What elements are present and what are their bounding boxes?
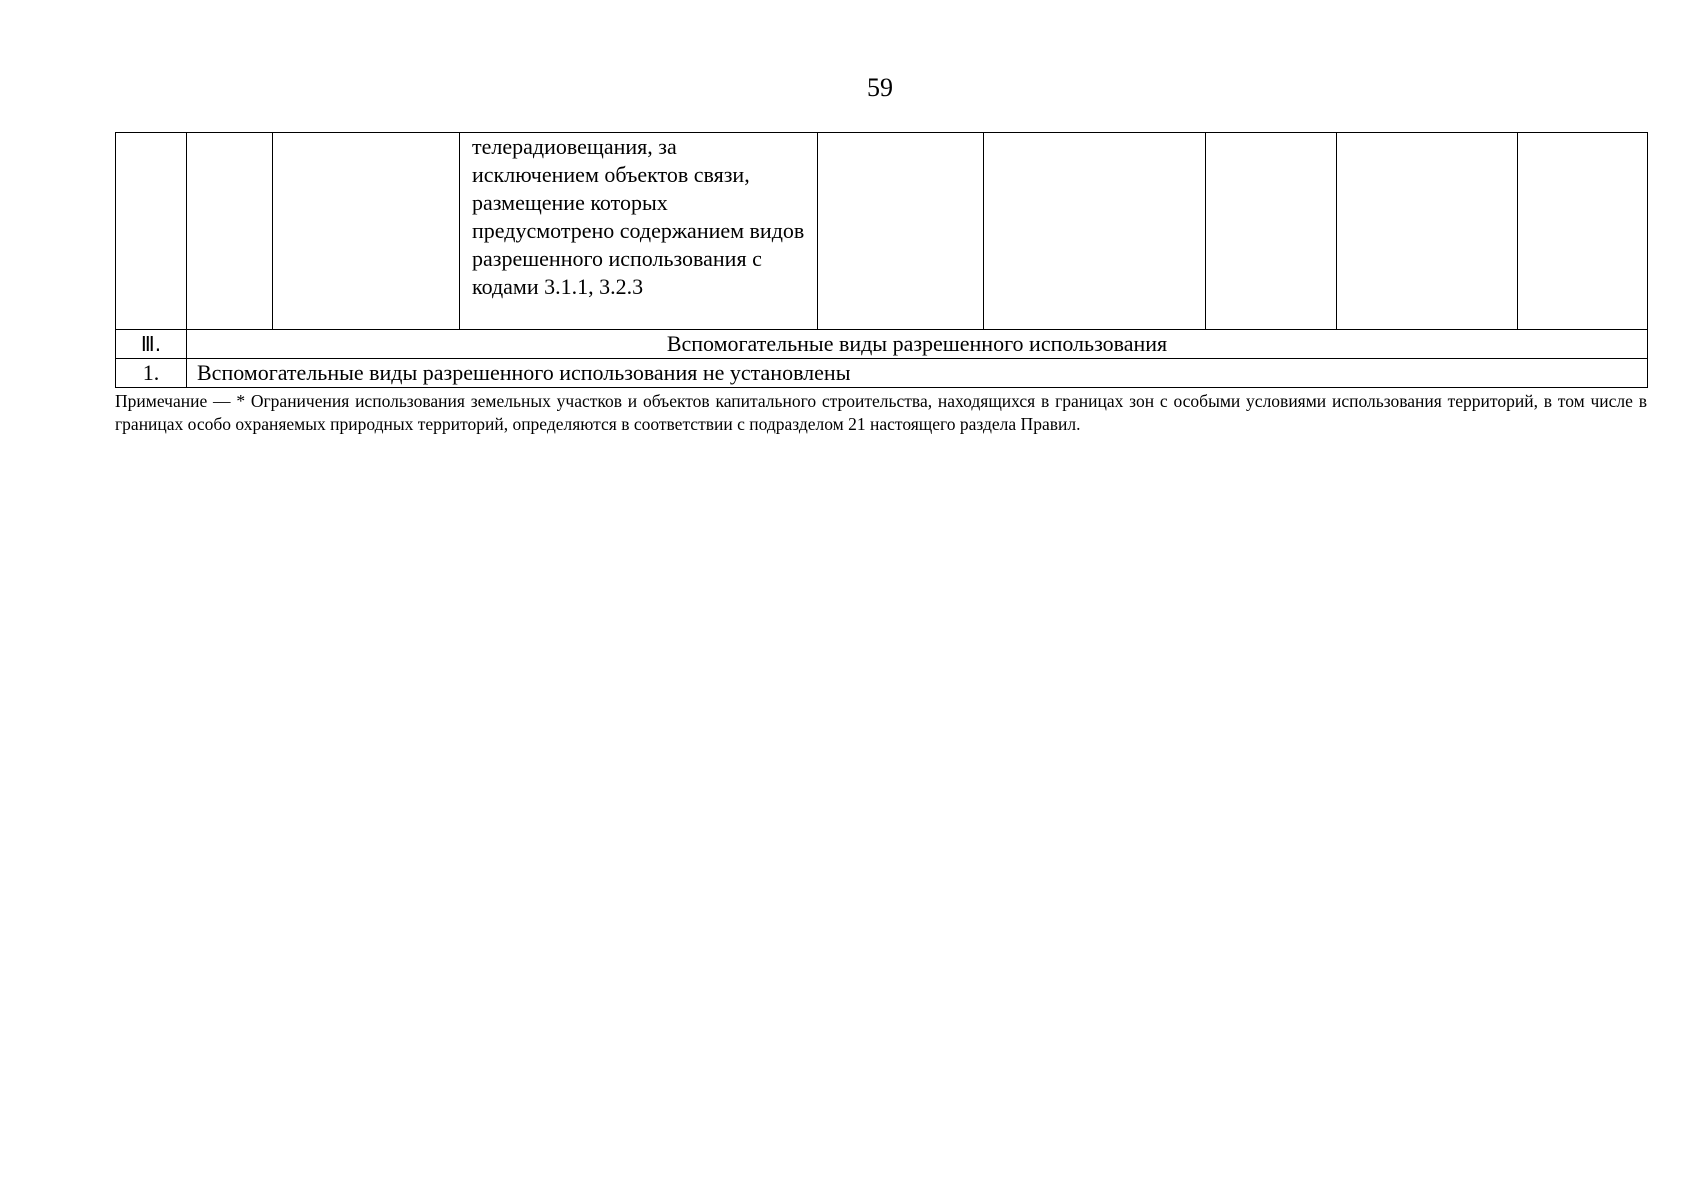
footnote: Примечание — * Ограничения использования земельных участков и объектов капитального строительства, находящихся в границах зон с особыми условиями использования территорий, в том числе в границах особо охраняемых природных территорий, определяются в соответствии с подразделом 21 настоящего раздела Правил.: [115, 391, 1647, 434]
table-cell-empty: [1206, 133, 1337, 330]
table-row: [116, 359, 1648, 388]
section-number: Ⅲ.: [116, 330, 187, 359]
zoning-table: [115, 132, 1648, 388]
table-cell-empty: [273, 133, 460, 330]
item-text: Вспомогательные виды разрешенного использования не установлены: [187, 359, 1648, 388]
section-title: Вспомогательные виды разрешенного использования: [187, 330, 1648, 359]
continuation-text-cell: телерадиовещания, за исключением объектов связи, размещение которых предусмотрено содержанием видов разрешенного использования с кодами 3.1.1, 3.2.3: [460, 133, 818, 330]
page-number: 59: [867, 73, 893, 102]
table-row-continuation: [116, 133, 1648, 330]
item-number: 1.: [116, 359, 187, 388]
table-cell-empty: [984, 133, 1206, 330]
section-header-row: [116, 330, 1648, 359]
table-cell-empty: [1337, 133, 1518, 330]
table-cell-empty: [1518, 133, 1648, 330]
table-cell-empty: [116, 133, 187, 330]
table-cell-empty: [187, 133, 273, 330]
table-cell-empty: [818, 133, 984, 330]
